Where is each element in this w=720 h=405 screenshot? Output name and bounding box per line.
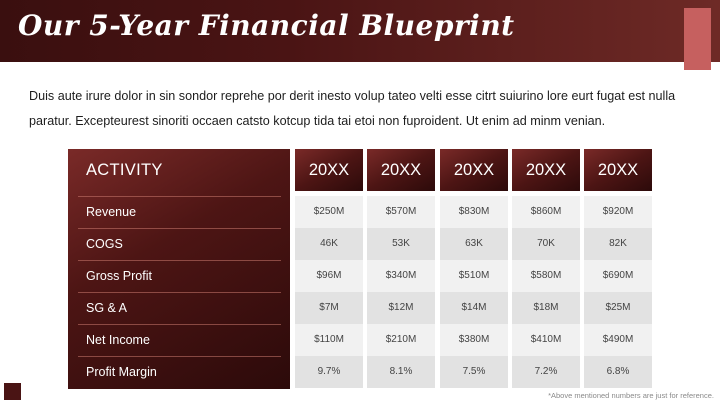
value-cell: $830M <box>440 196 508 228</box>
intro-paragraph: Duis aute irure dolor in sin sondor reprehe por derit inesto volup tateo velti esse citrt suiurino lore eurt fugat est nulla paratur. Excepteurest sinoriti occaen catsto kotcup tida tai etoi non fuproident. Ut enim ad minm venian. <box>29 89 676 128</box>
year-header: 20XX <box>295 149 363 191</box>
value-cell: $340M <box>367 260 435 292</box>
activity-row <box>78 196 281 228</box>
value-cell: 70K <box>512 228 580 260</box>
value-cell: 82K <box>584 228 652 260</box>
value-cell: $210M <box>367 324 435 356</box>
value-cell: $14M <box>440 292 508 324</box>
value-cell: 9.7% <box>295 356 363 388</box>
value-cell: $12M <box>367 292 435 324</box>
value-cell: 46K <box>295 228 363 260</box>
value-cell: $96M <box>295 260 363 292</box>
year-header: 20XX <box>584 149 652 191</box>
value-cell: $490M <box>584 324 652 356</box>
value-cell: $510M <box>440 260 508 292</box>
reference-footnote: *Above mentioned numbers are just for reference. <box>548 391 714 400</box>
value-cell: $110M <box>295 324 363 356</box>
value-cell: 7.2% <box>512 356 580 388</box>
year-header: 20XX <box>367 149 435 191</box>
value-cell: $380M <box>440 324 508 356</box>
year-column <box>584 149 652 389</box>
value-cell: $920M <box>584 196 652 228</box>
title-bar <box>0 0 720 62</box>
row-label: Gross Profit <box>86 269 152 283</box>
activity-row <box>78 292 281 324</box>
row-label: SG & A <box>86 301 127 315</box>
activity-row <box>78 356 281 388</box>
row-label: Net Income <box>86 333 150 347</box>
accent-bar <box>684 8 711 70</box>
activity-row <box>78 324 281 356</box>
row-label: Revenue <box>86 205 137 219</box>
activity-row <box>78 260 281 292</box>
value-cell: $25M <box>584 292 652 324</box>
activity-header: ACTIVITY <box>86 161 163 179</box>
value-cell: $860M <box>512 196 580 228</box>
value-cell: $7M <box>295 292 363 324</box>
value-cell: $690M <box>584 260 652 292</box>
value-cell: $18M <box>512 292 580 324</box>
row-label: COGS <box>86 237 123 251</box>
corner-decoration <box>4 383 21 400</box>
value-cell: $250M <box>295 196 363 228</box>
activity-row <box>78 228 281 260</box>
value-cell: 8.1% <box>367 356 435 388</box>
value-cell: $570M <box>367 196 435 228</box>
year-column <box>440 149 508 389</box>
value-cell: $410M <box>512 324 580 356</box>
year-header: 20XX <box>512 149 580 191</box>
year-header: 20XX <box>440 149 508 191</box>
year-column <box>367 149 435 389</box>
value-cell: 53K <box>367 228 435 260</box>
slide-title: Our 5-Year Financial Blueprint <box>18 9 515 42</box>
year-column <box>512 149 580 389</box>
row-label: Profit Margin <box>86 365 157 379</box>
value-cell: 63K <box>440 228 508 260</box>
value-cell: 6.8% <box>584 356 652 388</box>
value-cell: $580M <box>512 260 580 292</box>
year-column <box>295 149 363 389</box>
value-cell: 7.5% <box>440 356 508 388</box>
activity-panel <box>68 149 290 389</box>
